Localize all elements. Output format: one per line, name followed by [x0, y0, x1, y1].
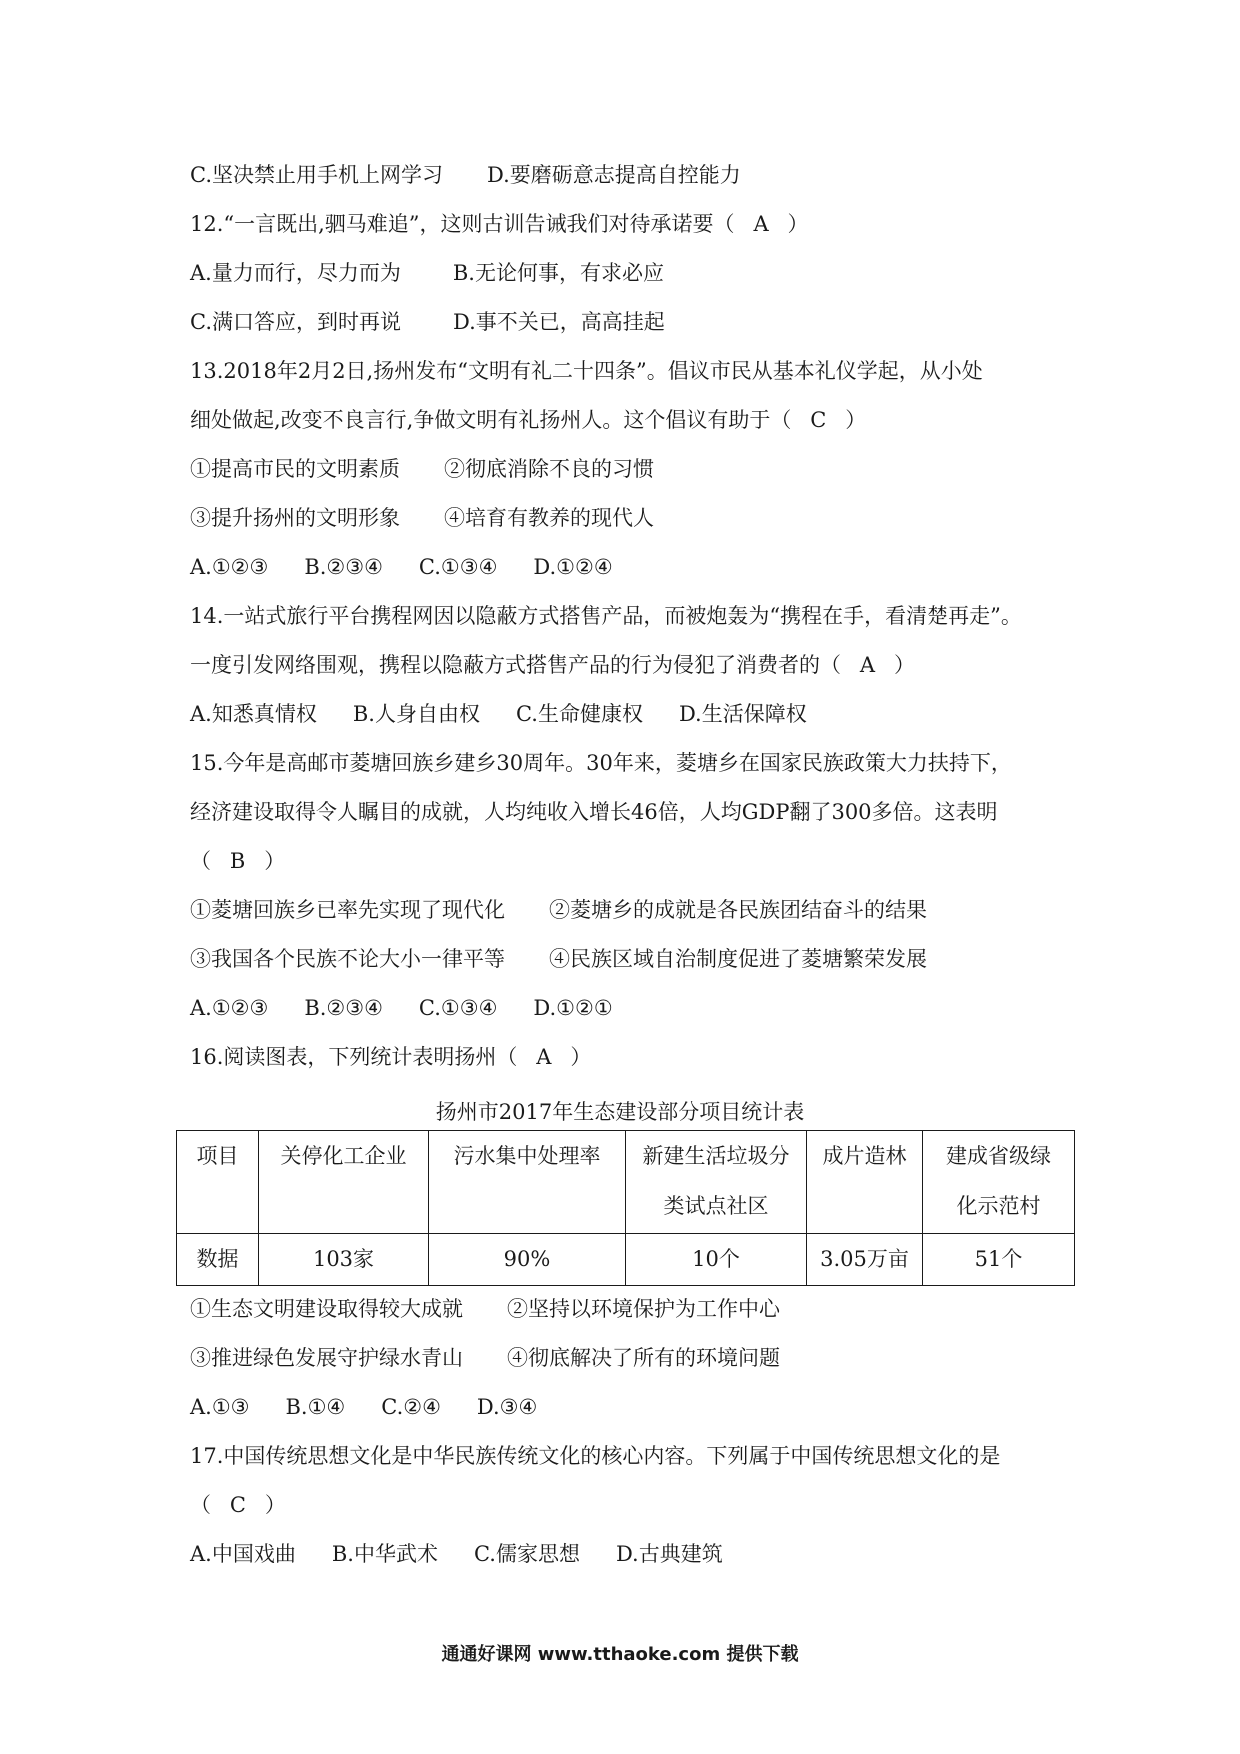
header-cell-chem: 关停化工企业 — [259, 1131, 429, 1234]
q13-item-2: ②彻底消除不良的习惯 — [444, 457, 654, 481]
q15-answer: B — [229, 849, 246, 873]
q12-stem: 12.“一言既出,驷马难追”，这则古训告诫我们对待承诺要（ A ） — [190, 212, 809, 236]
table-cell: 3.05万亩 — [807, 1233, 923, 1285]
q14-stem-line2: 一度引发网络围观，携程以隐蔽方式搭售产品的行为侵犯了消费者的（ A ） — [190, 653, 915, 677]
q15-stem-line1: 15.今年是高邮市菱塘回族乡建乡30周年。30年来，菱塘乡在国家民族政策大力扶持下， — [190, 751, 1012, 775]
q14-option-a: A.知悉真情权 — [190, 702, 317, 726]
q17-options — [190, 1544, 723, 1565]
q11-option-d: D.要磨砺意志提高自控能力 — [487, 163, 741, 187]
q15-stem-line2: 经济建设取得令人瞩目的成就，人均纯收入增长46倍，人均GDP翻了300多倍。这表明 — [190, 800, 998, 824]
page-footer: 通通好课网 www.tthaoke.com 提供下载 — [441, 1644, 799, 1665]
q16-item-4: ④彻底解决了所有的环境问题 — [507, 1346, 780, 1370]
q16-option-a: A.①③ — [190, 1395, 250, 1419]
q11-options-cd — [190, 165, 741, 186]
q16-item-2: ②坚持以环境保护为工作中心 — [507, 1297, 780, 1321]
q13-options — [190, 557, 613, 578]
q17-option-c: C.儒家思想 — [473, 1542, 580, 1566]
q17-option-a: A.中国戏曲 — [190, 1542, 296, 1566]
q12-answer: A — [753, 212, 769, 236]
q14-option-c: C.生命健康权 — [515, 702, 643, 726]
table-cell: 数据 — [177, 1233, 259, 1285]
q13-item-4: ④培育有教养的现代人 — [444, 506, 654, 530]
q14-option-b: B.人身自由权 — [352, 702, 480, 726]
q15-option-d: D.①②① — [533, 996, 613, 1020]
q16-answer: A — [536, 1045, 552, 1069]
header-cell-village: 建成省级绿 化示范村 — [923, 1131, 1075, 1234]
q12-options-ab — [190, 263, 664, 284]
q17-option-d: D.古典建筑 — [615, 1542, 723, 1566]
q12-option-c: C.满口答应，到时再说 — [190, 310, 401, 334]
q16-option-d: D.③④ — [476, 1395, 538, 1419]
q17-answer-line: （ C ） — [190, 1493, 286, 1517]
q14-stem-line1: 14.一站式旅行平台携程网因以隐蔽方式搭售产品，而被炮轰为“携程在手，看清楚再走”。 — [190, 604, 1022, 628]
q16-items-34 — [190, 1348, 780, 1369]
q12-option-b: B.无论何事，有求必应 — [452, 261, 664, 285]
q15-item-2: ②菱塘乡的成就是各民族团结奋斗的结果 — [549, 898, 927, 922]
table-caption: 扬州市2017年生态建设部分项目统计表 — [435, 1100, 805, 1124]
q15-items-34 — [190, 949, 927, 970]
table-cell: 10个 — [626, 1233, 807, 1285]
q15-option-c: C.①③④ — [418, 996, 498, 1020]
header-cell-garbage: 新建生活垃圾分 类试点社区 — [626, 1131, 807, 1234]
q15-options — [190, 998, 613, 1019]
q17-answer: C — [229, 1493, 246, 1517]
q13-stem-line1: 13.2018年2月2日,扬州发布“文明有礼二十四条”。倡议市民从基本礼仪学起，从小处 — [190, 359, 983, 383]
header-cell-item: 项目 — [177, 1131, 259, 1234]
q13-option-b: B.②③④ — [304, 555, 383, 579]
q13-items-12 — [190, 459, 654, 480]
table-cell: 103家 — [259, 1233, 429, 1285]
q16-item-3: ③推进绿色发展守护绿水青山 — [190, 1346, 463, 1370]
q12-options-cd — [190, 312, 665, 333]
q15-item-4: ④民族区域自治制度促进了菱塘繁荣发展 — [549, 947, 927, 971]
q16-option-c: C.②④ — [381, 1395, 441, 1419]
q13-option-d: D.①②④ — [533, 555, 613, 579]
table-cell: 51个 — [923, 1233, 1075, 1285]
q16-options — [190, 1397, 537, 1418]
q13-answer: C — [810, 408, 827, 432]
q16-item-1: ①生态文明建设取得较大成就 — [190, 1297, 463, 1321]
q16-stem: 16.阅读图表，下列统计表明扬州（ A ） — [190, 1045, 592, 1069]
q17-stem: 17.中国传统思想文化是中华民族传统文化的核心内容。下列属于中国传统思想文化的是 — [190, 1444, 1001, 1468]
q13-item-3: ③提升扬州的文明形象 — [190, 506, 400, 530]
q13-option-c: C.①③④ — [418, 555, 498, 579]
q15-option-b: B.②③④ — [304, 996, 383, 1020]
q16-option-b: B.①④ — [285, 1395, 346, 1419]
q17-option-b: B.中华武术 — [331, 1542, 438, 1566]
q13-item-1: ①提高市民的文明素质 — [190, 457, 400, 481]
q11-option-c: C.坚决禁止用手机上网学习 — [190, 163, 443, 187]
q14-option-d: D.生活保障权 — [678, 702, 807, 726]
q13-items-34 — [190, 508, 654, 529]
q12-option-d: D.事不关已，高高挂起 — [453, 310, 665, 334]
q13-option-a: A.①②③ — [190, 555, 269, 579]
q13-stem-line2: 细处做起,改变不良言行,争做文明有礼扬州人。这个倡议有助于（ C ） — [190, 408, 867, 432]
q15-items-12 — [190, 900, 927, 921]
q16-items-12 — [190, 1299, 780, 1320]
table-header-row — [177, 1131, 1075, 1234]
q15-answer-line: （ B ） — [190, 849, 286, 873]
q14-answer: A — [859, 653, 876, 677]
table-data-row — [177, 1233, 1075, 1285]
table-cell: 90% — [429, 1233, 626, 1285]
header-cell-sewage: 污水集中处理率 — [429, 1131, 626, 1234]
header-cell-forest: 成片造林 — [807, 1131, 923, 1234]
q15-item-3: ③我国各个民族不论大小一律平等 — [190, 947, 505, 971]
q15-item-1: ①菱塘回族乡已率先实现了现代化 — [190, 898, 505, 922]
q12-option-a: A.量力而行，尽力而为 — [190, 261, 401, 285]
q15-option-a: A.①②③ — [190, 996, 269, 1020]
q14-options — [190, 704, 807, 725]
stats-table — [176, 1130, 1075, 1286]
